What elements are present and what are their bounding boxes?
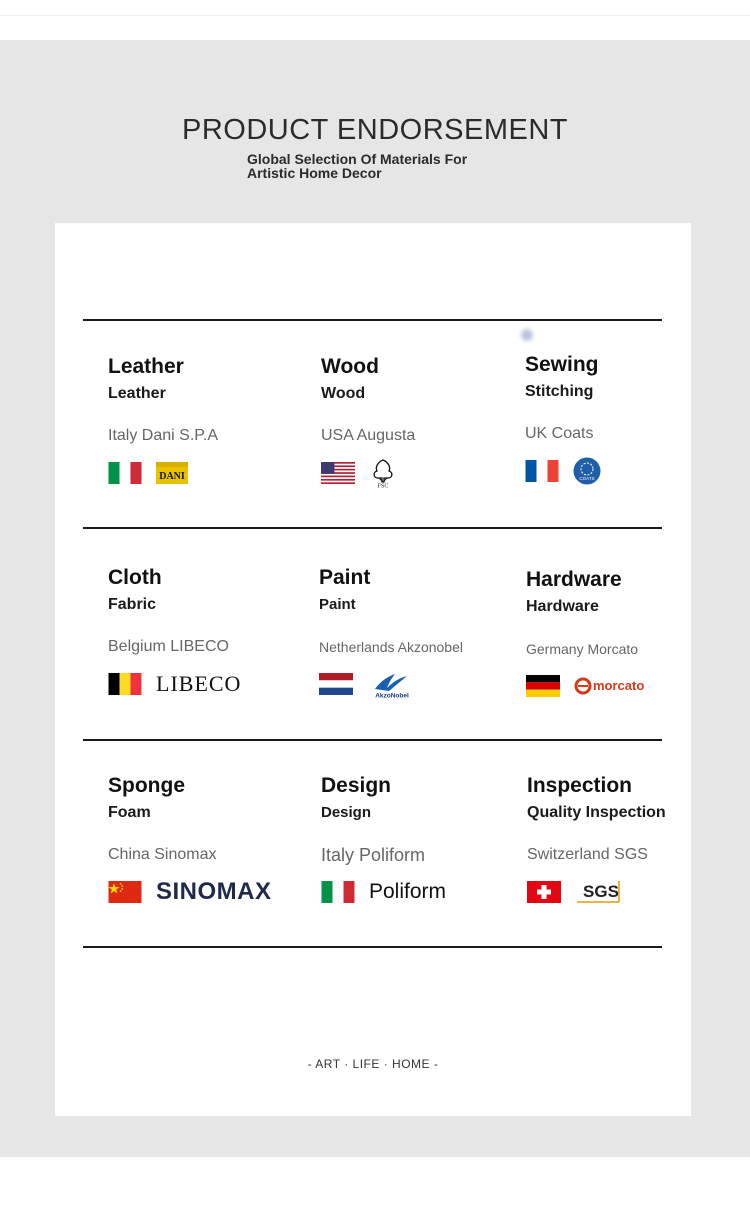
item-subtitle: Design [321, 804, 372, 821]
morcato-logo [574, 674, 654, 698]
item-subtitle: Foam [108, 804, 151, 821]
item-logos [321, 877, 501, 907]
item-category: Sewing [525, 353, 599, 376]
divider-rule [83, 739, 662, 741]
item-category: Wood [321, 355, 379, 378]
endorsement-item-sponge [108, 774, 288, 907]
item-subtitle: Wood [321, 385, 366, 402]
item-category: Leather [108, 355, 184, 378]
france-flag [525, 460, 559, 482]
belgium-flag [108, 673, 142, 695]
libeco-logo: LIBECO [156, 671, 242, 696]
item-category: Inspection [527, 774, 633, 797]
dani-logo [156, 462, 188, 484]
footer-tagline: - ART · LIFE · HOME - [307, 1057, 439, 1071]
logo-text: FSC [377, 483, 389, 488]
logo-text: AkzoNobel [375, 692, 409, 699]
item-brand: Switzerland SGS [527, 846, 648, 863]
item-subtitle: Stitching [525, 383, 594, 400]
sgs-logo [575, 878, 627, 906]
italy-flag [321, 881, 355, 903]
netherlands-flag [319, 673, 353, 695]
top-strip [0, 0, 750, 40]
item-brand: China Sinomax [108, 846, 217, 863]
divider-rule [83, 946, 662, 948]
item-logos [527, 877, 707, 907]
logo-text: DANI [159, 471, 185, 482]
endorsement-item-sewing [525, 353, 705, 486]
akzonobel-logo [367, 669, 417, 699]
item-category: Sponge [108, 774, 185, 797]
sinomax-logo: SINOMAX [156, 878, 272, 905]
page-subtitle [247, 152, 547, 180]
item-brand: USA Augusta [321, 427, 416, 444]
endorsement-item-cloth [108, 566, 288, 699]
china-flag [108, 881, 142, 903]
item-subtitle: Fabric [108, 596, 157, 613]
item-category: Paint [319, 566, 371, 589]
subtitle-line-1: Global Selection Of Materials For [247, 151, 468, 167]
top-divider [0, 15, 750, 16]
fsc-tree-logo [369, 458, 397, 488]
logo-text: morcato [593, 678, 645, 693]
item-subtitle: Paint [319, 596, 356, 613]
endorsement-item-wood [321, 355, 501, 488]
item-brand: UK Coats [525, 425, 594, 442]
item-brand: Germany Morcato [526, 641, 639, 657]
endorsement-item-hardware [526, 568, 706, 701]
divider-rule [83, 319, 662, 321]
endorsement-item-leather [108, 355, 288, 488]
germany-flag [526, 675, 560, 697]
endorsement-item-inspection [527, 774, 707, 907]
endorsement-item-design [321, 774, 501, 907]
item-subtitle: Hardware [526, 598, 599, 615]
item-logos [108, 458, 288, 488]
item-category: Design [321, 774, 392, 797]
page-title: PRODUCT ENDORSEMENT [182, 114, 568, 146]
coats-logo [573, 457, 601, 485]
poliform-logo: Poliform [369, 880, 447, 903]
item-brand: Italy Poliform [321, 845, 426, 865]
item-subtitle: Quality Inspection [527, 804, 666, 821]
switzerland-flag [527, 881, 561, 903]
item-brand: Belgium LIBECO [108, 638, 229, 655]
endorsement-card [55, 223, 691, 1116]
item-subtitle: Leather [108, 385, 166, 402]
item-logos [319, 669, 499, 699]
item-brand: Netherlands Akzonobel [319, 639, 463, 655]
item-category: Cloth [108, 566, 162, 589]
logo-text: SGS [583, 882, 619, 901]
endorsement-item-paint [319, 566, 499, 699]
italy-flag [108, 462, 142, 484]
item-logos [321, 458, 501, 488]
item-brand: Italy Dani S.P.A [108, 427, 218, 444]
item-logos [108, 877, 288, 907]
item-category: Hardware [526, 568, 622, 591]
subtitle-line-2: Artistic Home Decor [247, 165, 382, 181]
divider-rule [83, 527, 662, 529]
usa-flag [321, 462, 355, 484]
blur-artifact [521, 329, 533, 341]
logo-text: COATS [579, 476, 595, 481]
item-logos [525, 456, 705, 486]
item-logos [526, 671, 706, 701]
item-logos [108, 669, 288, 699]
